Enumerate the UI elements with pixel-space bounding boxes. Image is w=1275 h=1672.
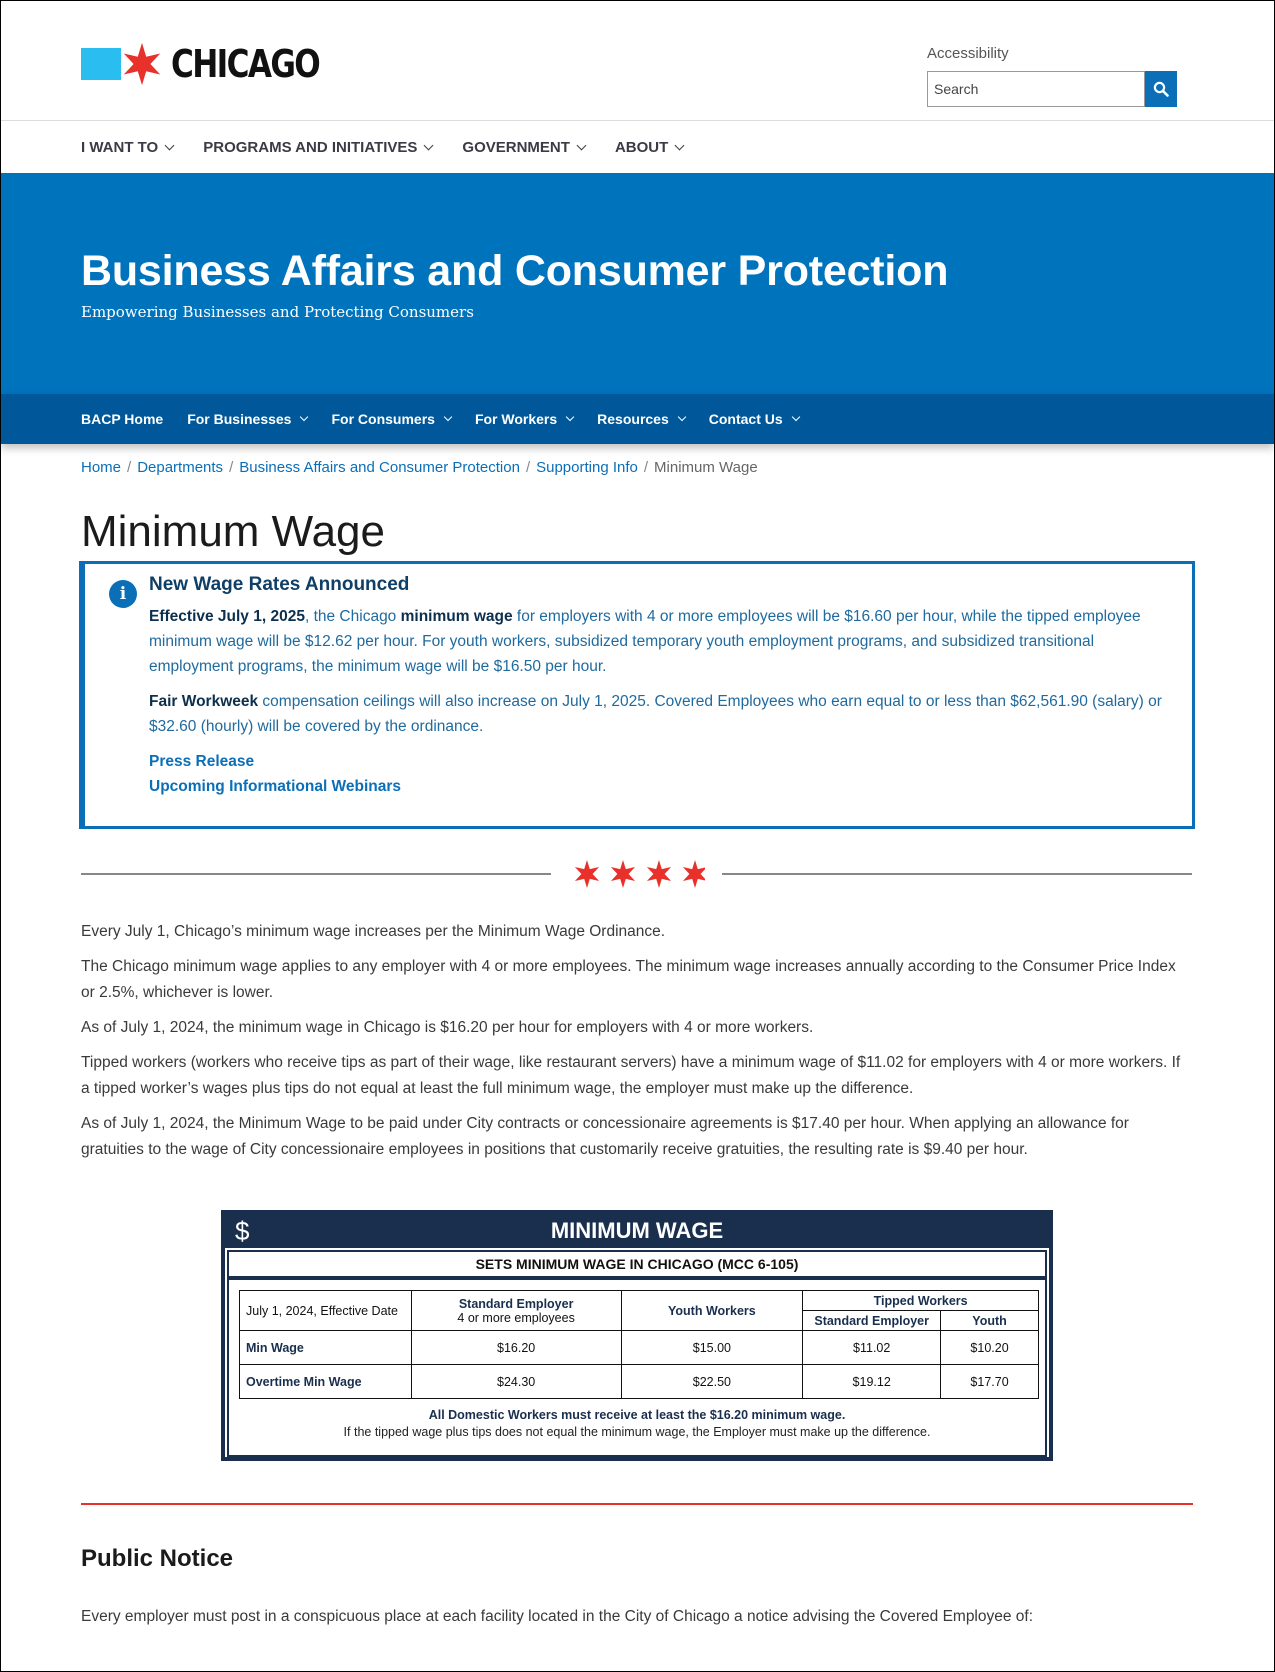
dept-nav-for-consumers[interactable] — [331, 411, 450, 427]
nav-about[interactable] — [615, 139, 683, 156]
chevron-down-icon — [300, 413, 308, 421]
chevron-down-icon — [566, 413, 574, 421]
breadcrumb-separator: / — [127, 459, 132, 476]
cell: $16.20 — [411, 1331, 621, 1365]
press-release-link[interactable]: Press Release — [149, 753, 255, 770]
wage-table-footnote — [239, 1407, 1035, 1441]
body-paragraph: Tipped workers (workers who receive tips as part of their wage, like restaurant servers) have a minimum wage of $11.02 for employers with 4 or more workers. If a tipped worker’s wages plus tips do not equal at least the full minimum wage, the employer must make up the difference. — [81, 1054, 1181, 1097]
divider-line — [81, 873, 551, 875]
wage-table-title: MINIMUM WAGE — [550, 1218, 724, 1243]
webinars-link[interactable]: Upcoming Informational Webinars — [149, 778, 402, 795]
accessibility-link[interactable]: Accessibility — [927, 45, 1009, 62]
public-notice-heading: Public Notice — [81, 1545, 234, 1572]
dept-nav-bacp-home[interactable] — [81, 411, 163, 427]
breadcrumb-home[interactable]: Home — [81, 459, 122, 476]
col-subheader: 4 or more employees — [457, 1310, 575, 1325]
row-label: Overtime Min Wage — [240, 1365, 412, 1399]
alert-text: for employers with 4 or more employees will be $16.60 per hour, while the tipped employee minimum wage will be $12.62 per hour. For youth workers, subsidized temporary youth employment programs, and subsidized transitional employment programs, the minimum wage will be $16.50 per hour. — [149, 608, 1141, 675]
dept-nav-label: BACP Home — [81, 411, 164, 427]
col-header: Standard Employer — [458, 1296, 574, 1311]
four-stars-icon — [569, 856, 705, 892]
alert-bold: minimum wage — [400, 608, 513, 625]
main-nav — [1, 121, 1274, 173]
dept-nav-label: For Workers — [474, 411, 558, 427]
dollar-icon: $ — [235, 1216, 250, 1246]
cell: $10.20 — [941, 1331, 1039, 1365]
department-tagline: Empowering Businesses and Protecting Consumers — [81, 303, 474, 321]
chevron-down-icon — [165, 140, 175, 150]
col-youth-workers: Youth Workers — [621, 1291, 803, 1331]
breadcrumb-separator: / — [525, 459, 531, 476]
main-content — [81, 919, 1193, 1172]
alert-text: compensation ceilings will also increase on July 1, 2025. Covered Employees who earn equal to or less than $62,561.90 (salary) or $32.60 (hourly) will be covered by the ordinance. — [149, 693, 1162, 735]
nav-programs[interactable] — [203, 139, 432, 156]
dept-nav-label: Resources — [597, 411, 669, 427]
cell: $15.00 — [621, 1331, 803, 1365]
footnote-bold: All Domestic Workers must receive at least the $16.20 minimum wage. — [428, 1408, 846, 1422]
row-label: Min Wage — [240, 1331, 412, 1365]
page-title: Minimum Wage — [81, 507, 385, 556]
table-row — [240, 1331, 1039, 1365]
cell: $24.30 — [411, 1365, 621, 1399]
cell: $11.02 — [803, 1331, 941, 1365]
col-tipped-standard: Standard Employer — [803, 1311, 941, 1331]
logo-wordmark: CHICAGO — [171, 42, 320, 86]
breadcrumb-separator: / — [643, 459, 649, 476]
cell: $19.12 — [803, 1365, 941, 1399]
city-logo[interactable] — [81, 41, 352, 87]
department-nav — [1, 394, 1274, 444]
nav-label: I WANT TO — [81, 138, 159, 156]
dept-nav-for-businesses[interactable] — [187, 411, 307, 427]
col-tipped-youth: Youth — [941, 1311, 1039, 1331]
site-header — [1, 1, 1274, 121]
wage-table — [239, 1290, 1039, 1399]
body-paragraph: As of July 1, 2024, the Minimum Wage to be paid under City contracts or concessionaire agreements is $17.40 per hour. When applying an allowance for gratuities to the wage of City concessionaire employees in positions that customarily receive gratuities, the resulting rate is $9.40 per hour. — [81, 1115, 1129, 1158]
search-button[interactable] — [1145, 71, 1177, 107]
nav-government[interactable] — [462, 139, 585, 156]
alert-paragraph — [149, 604, 1168, 679]
alert-paragraph — [149, 689, 1168, 739]
breadcrumb-separator: / — [229, 459, 234, 476]
section-divider — [81, 1503, 1193, 1505]
wage-table-body — [227, 1278, 1047, 1457]
dept-nav-resources[interactable] — [597, 411, 685, 427]
dept-nav-label: For Businesses — [187, 411, 292, 427]
chevron-down-icon — [444, 413, 452, 421]
body-paragraph: As of July 1, 2024, the minimum wage in Chicago is $16.20 per hour for employers with 4 or more workers. — [81, 1019, 814, 1036]
footnote-text: If the tipped wage plus tips does not equal the minimum wage, the Employer must make up the difference. — [343, 1425, 931, 1439]
dept-nav-for-workers[interactable] — [475, 411, 573, 427]
chevron-down-icon — [576, 140, 586, 150]
nav-label: GOVERNMENT — [462, 138, 570, 156]
wage-table-header — [225, 1214, 1049, 1248]
breadcrumb-department[interactable]: Business Affairs and Consumer Protection — [239, 459, 520, 476]
nav-label: PROGRAMS AND INITIATIVES — [203, 138, 418, 156]
breadcrumb — [81, 459, 758, 476]
chevron-down-icon — [675, 140, 685, 150]
dept-nav-label: Contact Us — [708, 411, 783, 427]
wage-table-subtitle: SETS MINIMUM WAGE IN CHICAGO (MCC 6-105) — [227, 1250, 1047, 1278]
info-icon: i — [109, 580, 137, 608]
body-paragraph: The Chicago minimum wage applies to any employer with 4 or more employees. The minimum wage increases annually according to the Consumer Price Index or 2.5%, whichever is lower. — [81, 958, 1176, 1001]
cell: $22.50 — [621, 1365, 803, 1399]
six-point-star-icon — [119, 41, 165, 87]
nav-i-want-to[interactable] — [81, 139, 173, 156]
search-icon — [1153, 81, 1169, 97]
table-row — [240, 1365, 1039, 1399]
breadcrumb-supporting-info[interactable]: Supporting Info — [536, 459, 638, 476]
logo-flag-block — [81, 48, 121, 80]
col-tipped-workers: Tipped Workers — [803, 1291, 1039, 1311]
search-form — [927, 71, 1177, 107]
col-standard-employer — [411, 1291, 621, 1331]
chevron-down-icon — [424, 140, 434, 150]
announcement-alert — [79, 561, 1195, 829]
dept-nav-contact-us[interactable] — [709, 411, 799, 427]
chevron-down-icon — [791, 413, 799, 421]
search-input[interactable] — [927, 71, 1145, 107]
cell: $17.70 — [941, 1365, 1039, 1399]
divider-line — [722, 873, 1192, 875]
breadcrumb-current: Minimum Wage — [654, 459, 758, 476]
dept-nav-label: For Consumers — [331, 411, 435, 427]
star-divider — [81, 856, 1192, 892]
public-notice-text: Every employer must post in a conspicuous place at each facility located in the City of Chicago a notice advising the Covered Employee of: — [81, 1608, 1034, 1625]
department-title: Business Affairs and Consumer Protection — [81, 247, 949, 295]
minimum-wage-table-image — [221, 1210, 1053, 1461]
alert-text: , the Chicago — [304, 608, 401, 625]
department-hero — [1, 173, 1274, 394]
body-paragraph: Every July 1, Chicago’s minimum wage increases per the Minimum Wage Ordinance. — [81, 923, 666, 940]
alert-title: New Wage Rates Announced — [149, 574, 410, 595]
breadcrumb-departments[interactable]: Departments — [137, 459, 224, 476]
alert-bold: Fair Workweek — [149, 693, 259, 710]
col-effective-date: July 1, 2024, Effective Date — [240, 1291, 412, 1331]
nav-label: ABOUT — [614, 138, 669, 156]
alert-bold: Effective July 1, 2025 — [149, 608, 305, 625]
chevron-down-icon — [678, 413, 686, 421]
